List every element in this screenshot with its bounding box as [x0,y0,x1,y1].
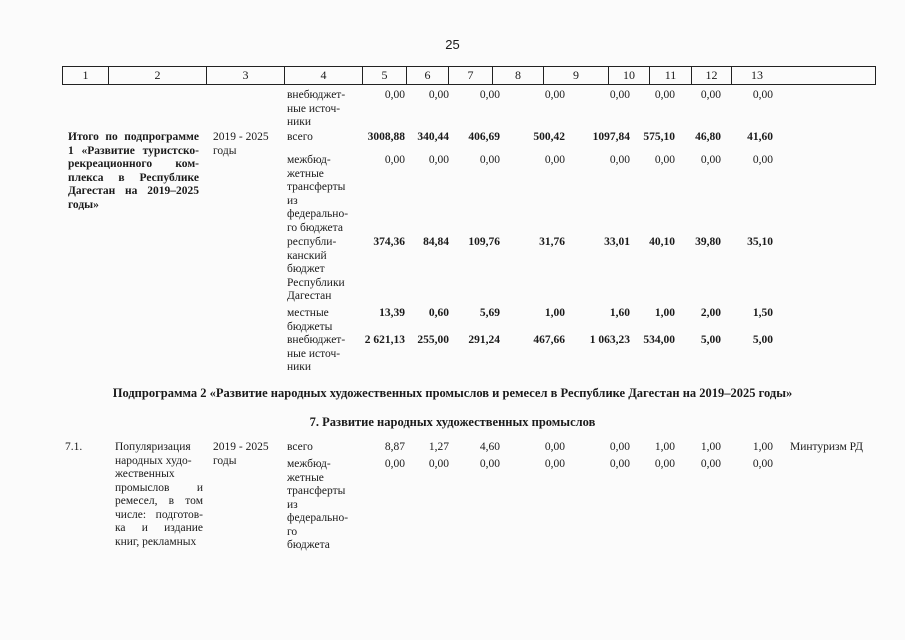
item-row-value: 1,27 [428,441,449,453]
subtotal-row-value: 575,10 [643,131,675,143]
column-header-row [62,66,876,85]
subtotal-row-value: 0,00 [752,154,773,166]
subtotal-row-value: 84,84 [423,236,449,248]
subtotal-row-value: 467,66 [533,334,565,346]
subtotal-row-value: 1,60 [609,307,630,319]
top-row-value: 0,00 [700,89,721,101]
subtotal-row-value: 3008,88 [367,131,405,143]
item-row-label: всего [287,441,313,453]
subtotal-row-value: 109,76 [468,236,500,248]
top-row-value: 0,00 [609,89,630,101]
subtotal-row-value: 41,60 [747,131,773,143]
subtotal-row-value: 5,69 [479,307,500,319]
column-header-13: 13 [751,68,763,82]
item-row-value: 0,00 [544,458,565,470]
column-header-11: 11 [650,67,692,84]
column-header-5: 5 [363,67,407,84]
subtotal-row-value: 46,80 [695,131,721,143]
subtotal-row-value: 2 621,13 [364,334,405,346]
item-row-label: межбюд- жетные трансферты из федерально- го бюджета [287,458,349,551]
subtotal-row-value: 40,10 [649,236,675,248]
item-row-value: 0,00 [544,441,565,453]
column-header-7: 7 [449,67,493,84]
top-row-value: 0,00 [479,89,500,101]
subtotal-row-value: 13,39 [379,307,405,319]
subtotal-row-value: 534,00 [643,334,675,346]
column-header-8: 8 [493,67,544,84]
column-header-4: 4 [285,67,363,84]
subtotal-row-value: 0,00 [479,154,500,166]
subtotal-row-value: 0,00 [700,154,721,166]
section-heading: 7. Развитие народных художественных промыслов [309,415,596,429]
subtotal-row-value: 0,00 [428,154,449,166]
subtotal-row-value: 0,00 [609,154,630,166]
subtotal-row-value: 340,44 [417,131,449,143]
top-row-value: 0,00 [752,89,773,101]
subtotal-row-value: 1 063,23 [589,334,630,346]
item-number: 7.1. [65,441,83,453]
subtotal-row-value: 255,00 [417,334,449,346]
item-row-value: 0,00 [654,458,675,470]
item-executor: Минтуризм РД [790,441,863,453]
column-header-10: 10 [609,67,650,84]
item-row-value: 0,00 [428,458,449,470]
subtotal-row-value: 406,69 [468,131,500,143]
subtotal-row-value: 2,00 [700,307,721,319]
subtotal-row-value: 291,24 [468,334,500,346]
top-row-value: 0,00 [384,89,405,101]
subprogram-heading: Подпрограмма 2 «Развитие народных художественных промыслов и ремесел в Республике Дагестан на 2019–2025 годы» [112,386,793,400]
subtotal-row-value: 1,50 [752,307,773,319]
subtotal-row-label: всего [287,131,313,143]
subtotal-row-value: 1097,84 [592,131,630,143]
subtotal-row-value: 1,00 [544,307,565,319]
subtotal-row-value: 5,00 [700,334,721,346]
item-row-value: 0,00 [700,458,721,470]
item-row-value: 1,00 [752,441,773,453]
item-row-value: 1,00 [654,441,675,453]
column-header-12: 12 [692,67,732,84]
item-row-value: 0,00 [609,458,630,470]
subtotal-row-label: внебюджет- ные источ- ники [287,334,346,373]
top-row-value: 0,00 [654,89,675,101]
subtotal-row-label: межбюд- жетные трансферты из федерально- го бюджета [287,154,349,234]
item-row-value: 0,00 [479,458,500,470]
subtotal-row-value: 0,00 [384,154,405,166]
subtotal-title: Итого по подпрограмме 1 «Развитие туристско- рекреационного ком- плекса в Республике Дагестан на 2019–2025 годы» [68,131,199,211]
top-row-value: 0,00 [544,89,565,101]
subtotal-row-label: республи- канский бюджет Республики Дагестан [287,236,345,302]
top-row-value: 0,00 [428,89,449,101]
subtotal-row-value: 33,01 [604,236,630,248]
subtotal-row-value: 5,00 [752,334,773,346]
item-row-value: 8,87 [384,441,405,453]
item-row-value: 1,00 [700,441,721,453]
subtotal-row-value: 31,76 [539,236,565,248]
column-header-1: 1 [63,67,109,84]
item-period: 2019 - 2025 годы [213,441,269,467]
column-header-6: 6 [407,67,449,84]
item-name: Популяризация народных худо- жественных промыслов и ремесел, в том числе: подготов- ка и издание книг, рекламных [115,441,203,548]
subtotal-row-value: 0,00 [654,154,675,166]
subtotal-row-value: 374,36 [373,236,405,248]
subtotal-row-value: 35,10 [747,236,773,248]
item-row-value: 0,00 [609,441,630,453]
subtotal-row-value: 500,42 [533,131,565,143]
subtotal-row-value: 39,80 [695,236,721,248]
column-header-9: 9 [544,67,609,84]
top-row-label: внебюджет- ные источ- ники [287,89,346,128]
column-header-3: 3 [207,67,285,84]
subtotal-row-label: местные бюджеты [287,307,333,333]
subtotal-row-value: 0,60 [428,307,449,319]
item-row-value: 0,00 [384,458,405,470]
subtotal-row-value: 1,00 [654,307,675,319]
subtotal-row-value: 0,00 [544,154,565,166]
item-row-value: 4,60 [479,441,500,453]
column-header-2: 2 [109,67,207,84]
page-number: 25 [445,37,460,52]
item-row-value: 0,00 [752,458,773,470]
subtotal-period: 2019 - 2025 годы [213,131,269,157]
